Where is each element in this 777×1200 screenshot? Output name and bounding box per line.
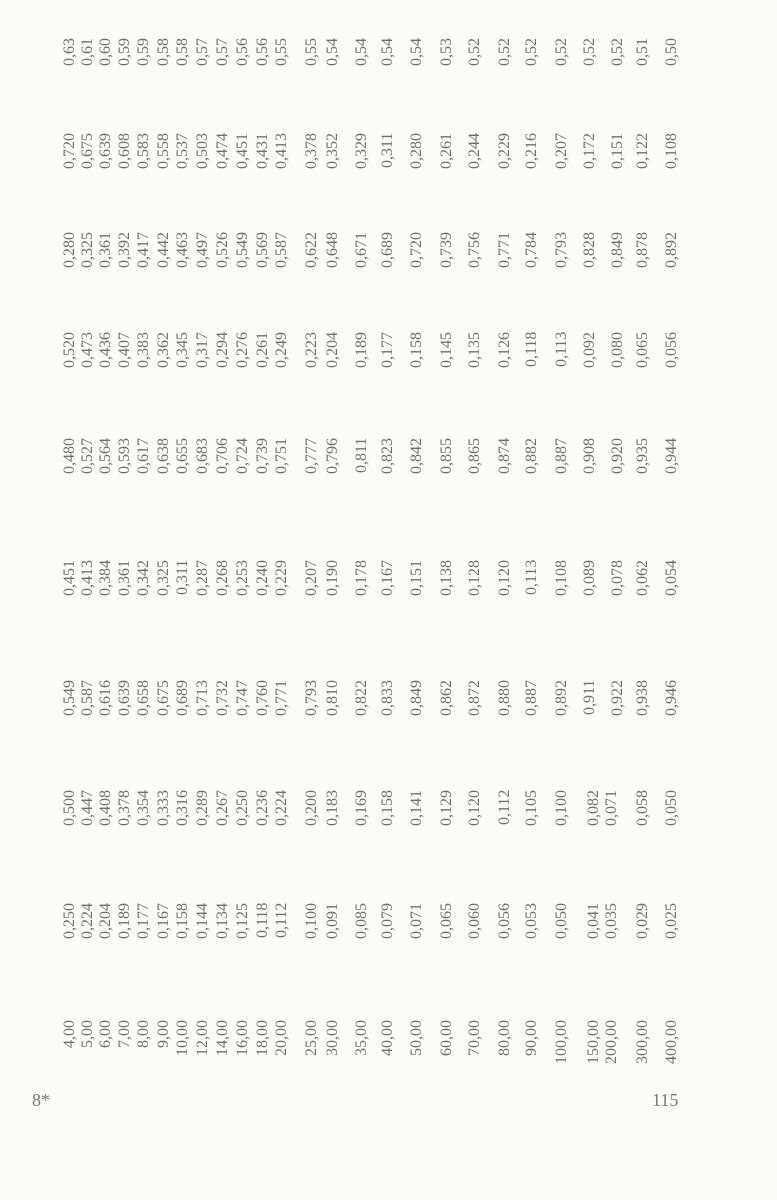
table-value-cell: 0,169	[353, 790, 370, 826]
table-value-cell: 0,675	[155, 680, 172, 716]
table-value-cell: 0,463	[174, 232, 191, 268]
table-value-cell: 0,59	[135, 38, 152, 66]
table-value-cell: 0,520	[61, 332, 78, 368]
table-value-cell: 0,071	[603, 790, 620, 826]
table-value-cell: 0,938	[634, 680, 651, 716]
table-argument-cell: 5,00	[79, 1020, 96, 1048]
table-value-cell: 0,60	[97, 38, 114, 66]
table-value-cell: 0,240	[254, 560, 271, 596]
table-value-cell: 0,280	[408, 133, 425, 169]
table-value-cell: 0,56	[254, 38, 271, 66]
table-value-cell: 0,639	[97, 133, 114, 169]
table-value-cell: 0,407	[116, 332, 133, 368]
table-value-cell: 0,244	[466, 133, 483, 169]
table-value-cell: 0,177	[135, 903, 152, 939]
table-value-cell: 0,796	[324, 438, 341, 474]
table-value-cell: 0,105	[523, 790, 540, 826]
table-value-cell: 0,63	[61, 38, 78, 66]
table-value-cell: 0,091	[324, 903, 341, 939]
table-value-cell: 0,151	[408, 560, 425, 596]
table-value-cell: 0,261	[254, 332, 271, 368]
table-value-cell: 0,158	[408, 332, 425, 368]
table-value-cell: 0,713	[194, 680, 211, 716]
table-value-cell: 0,361	[116, 560, 133, 596]
table-argument-cell: 10,00	[174, 1020, 191, 1056]
table-value-cell: 0,892	[663, 232, 680, 268]
table-value-cell: 0,689	[174, 680, 191, 716]
table-argument-cell: 14,00	[214, 1020, 231, 1056]
table-value-cell: 0,378	[116, 790, 133, 826]
table-value-cell: 0,823	[379, 438, 396, 474]
table-value-cell: 0,537	[174, 133, 191, 169]
table-value-cell: 0,689	[379, 232, 396, 268]
table-value-cell: 0,52	[609, 38, 626, 66]
table-value-cell: 0,617	[135, 438, 152, 474]
table-value-cell: 0,706	[214, 438, 231, 474]
table-value-cell: 0,760	[254, 680, 271, 716]
table-value-cell: 0,129	[438, 790, 455, 826]
table-value-cell: 0,922	[609, 680, 626, 716]
table-value-cell: 0,189	[353, 332, 370, 368]
table-value-cell: 0,178	[353, 560, 370, 596]
table-value-cell: 0,822	[353, 680, 370, 716]
table-value-cell: 0,587	[79, 680, 96, 716]
table-value-cell: 0,060	[466, 903, 483, 939]
table-value-cell: 0,683	[194, 438, 211, 474]
table-value-cell: 0,417	[135, 232, 152, 268]
table-value-cell: 0,436	[97, 332, 114, 368]
table-value-cell: 0,223	[303, 332, 320, 368]
table-value-cell: 0,113	[523, 560, 540, 596]
table-value-cell: 0,050	[663, 790, 680, 826]
table-value-cell: 0,751	[273, 438, 290, 474]
table-value-cell: 0,480	[61, 438, 78, 474]
table-value-cell: 0,558	[155, 133, 172, 169]
table-value-cell: 0,025	[663, 903, 680, 939]
table-value-cell: 0,056	[496, 903, 513, 939]
table-value-cell: 0,53	[438, 38, 455, 66]
table-value-cell: 0,54	[379, 38, 396, 66]
table-value-cell: 0,54	[408, 38, 425, 66]
table-value-cell: 0,100	[303, 903, 320, 939]
table-value-cell: 0,384	[97, 560, 114, 596]
table-value-cell: 0,911	[581, 680, 598, 716]
table-value-cell: 0,058	[634, 790, 651, 826]
table-value-cell: 0,361	[97, 232, 114, 268]
table-value-cell: 0,50	[663, 38, 680, 66]
table-value-cell: 0,078	[609, 560, 626, 596]
table-value-cell: 0,887	[553, 438, 570, 474]
table-argument-cell: 400,00	[663, 1020, 680, 1064]
table-value-cell: 0,944	[663, 438, 680, 474]
table-value-cell: 0,249	[273, 332, 290, 368]
table-argument-cell: 6,00	[97, 1020, 114, 1048]
table-value-cell: 0,724	[234, 438, 251, 474]
table-value-cell: 0,167	[155, 903, 172, 939]
table-value-cell: 0,317	[194, 332, 211, 368]
table-value-cell: 0,413	[79, 560, 96, 596]
table-value-cell: 0,342	[135, 560, 152, 596]
table-value-cell: 0,810	[324, 680, 341, 716]
table-value-cell: 0,608	[116, 133, 133, 169]
table-value-cell: 0,120	[466, 790, 483, 826]
table-value-cell: 0,756	[466, 232, 483, 268]
table-value-cell: 0,616	[97, 680, 114, 716]
table-argument-cell: 16,00	[234, 1020, 251, 1056]
table-value-cell: 0,527	[79, 438, 96, 474]
table-value-cell: 0,158	[379, 790, 396, 826]
table-value-cell: 0,167	[379, 560, 396, 596]
table-value-cell: 0,204	[324, 332, 341, 368]
table-value-cell: 0,431	[254, 133, 271, 169]
table-value-cell: 0,675	[79, 133, 96, 169]
table-value-cell: 0,720	[408, 232, 425, 268]
table-value-cell: 0,118	[523, 332, 540, 368]
table-value-cell: 0,250	[61, 903, 78, 939]
table-value-cell: 0,569	[254, 232, 271, 268]
table-value-cell: 0,189	[116, 903, 133, 939]
table-value-cell: 0,52	[466, 38, 483, 66]
table-value-cell: 0,920	[609, 438, 626, 474]
table-value-cell: 0,229	[496, 133, 513, 169]
table-value-cell: 0,267	[214, 790, 231, 826]
table-value-cell: 0,144	[194, 903, 211, 939]
table-value-cell: 0,878	[634, 232, 651, 268]
table-value-cell: 0,050	[553, 903, 570, 939]
table-argument-cell: 50,00	[408, 1020, 425, 1056]
table-value-cell: 0,52	[523, 38, 540, 66]
table-value-cell: 0,59	[116, 38, 133, 66]
table-value-cell: 0,655	[174, 438, 191, 474]
table-value-cell: 0,549	[234, 232, 251, 268]
table-value-cell: 0,811	[353, 438, 370, 474]
table-value-cell: 0,442	[155, 232, 172, 268]
table-value-cell: 0,141	[408, 790, 425, 826]
table-value-cell: 0,108	[663, 133, 680, 169]
table-value-cell: 0,720	[61, 133, 78, 169]
table-value-cell: 0,777	[303, 438, 320, 474]
table-value-cell: 0,52	[496, 38, 513, 66]
table-value-cell: 0,316	[174, 790, 191, 826]
table-value-cell: 0,473	[79, 332, 96, 368]
table-value-cell: 0,151	[609, 133, 626, 169]
table-value-cell: 0,874	[496, 438, 513, 474]
table-value-cell: 0,207	[303, 560, 320, 596]
table-value-cell: 0,229	[273, 560, 290, 596]
table-value-cell: 0,224	[273, 790, 290, 826]
table-value-cell: 0,413	[273, 133, 290, 169]
table-value-cell: 0,828	[581, 232, 598, 268]
table-value-cell: 0,089	[581, 560, 598, 596]
table-value-cell: 0,842	[408, 438, 425, 474]
table-value-cell: 0,253	[234, 560, 251, 596]
table-value-cell: 0,865	[466, 438, 483, 474]
table-value-cell: 0,082	[585, 790, 602, 826]
table-value-cell: 0,134	[214, 903, 231, 939]
table-value-cell: 0,122	[634, 133, 651, 169]
table-value-cell: 0,52	[581, 38, 598, 66]
table-value-cell: 0,564	[97, 438, 114, 474]
table-value-cell: 0,58	[174, 38, 191, 66]
table-value-cell: 0,311	[174, 560, 191, 596]
table-argument-cell: 300,00	[634, 1020, 651, 1064]
table-value-cell: 0,080	[609, 332, 626, 368]
table-value-cell: 0,658	[135, 680, 152, 716]
table-value-cell: 0,52	[553, 38, 570, 66]
table-argument-cell: 7,00	[116, 1020, 133, 1048]
table-value-cell: 0,100	[553, 790, 570, 826]
table-value-cell: 0,135	[466, 332, 483, 368]
table-value-cell: 0,138	[438, 560, 455, 596]
table-value-cell: 0,276	[234, 332, 251, 368]
table-value-cell: 0,935	[634, 438, 651, 474]
table-value-cell: 0,158	[174, 903, 191, 939]
table-value-cell: 0,739	[438, 232, 455, 268]
table-value-cell: 0,268	[214, 560, 231, 596]
table-value-cell: 0,408	[97, 790, 114, 826]
table-argument-cell: 100,00	[553, 1020, 570, 1064]
table-value-cell: 0,497	[194, 232, 211, 268]
table-value-cell: 0,261	[438, 133, 455, 169]
table-value-cell: 0,392	[116, 232, 133, 268]
table-value-cell: 0,882	[523, 438, 540, 474]
table-value-cell: 0,118	[254, 903, 271, 939]
table-value-cell: 0,329	[353, 133, 370, 169]
table-value-cell: 0,474	[214, 133, 231, 169]
table-value-cell: 0,190	[324, 560, 341, 596]
table-value-cell: 0,500	[61, 790, 78, 826]
table-value-cell: 0,849	[408, 680, 425, 716]
table-value-cell: 0,639	[116, 680, 133, 716]
table-argument-cell: 12,00	[194, 1020, 211, 1056]
table-value-cell: 0,053	[523, 903, 540, 939]
table-value-cell: 0,747	[234, 680, 251, 716]
table-argument-cell: 200,00	[603, 1020, 620, 1064]
table-value-cell: 0,250	[234, 790, 251, 826]
table-value-cell: 0,526	[214, 232, 231, 268]
table-value-cell: 0,112	[496, 790, 513, 826]
page-number: 115	[652, 1090, 679, 1110]
table-value-cell: 0,887	[523, 680, 540, 716]
table-value-cell: 0,108	[553, 560, 570, 596]
table-value-cell: 0,771	[496, 232, 513, 268]
table-value-cell: 0,732	[214, 680, 231, 716]
table-value-cell: 0,892	[553, 680, 570, 716]
table-value-cell: 0,056	[663, 332, 680, 368]
table-value-cell: 0,289	[194, 790, 211, 826]
table-value-cell: 0,035	[603, 903, 620, 939]
table-argument-cell: 18,00	[254, 1020, 271, 1056]
table-value-cell: 0,55	[303, 38, 320, 66]
table-value-cell: 0,029	[634, 903, 651, 939]
table-value-cell: 0,862	[438, 680, 455, 716]
table-argument-cell: 90,00	[523, 1020, 540, 1056]
table-value-cell: 0,55	[273, 38, 290, 66]
table-value-cell: 0,311	[379, 133, 396, 169]
table-value-cell: 0,739	[254, 438, 271, 474]
table-value-cell: 0,325	[155, 560, 172, 596]
table-value-cell: 0,352	[324, 133, 341, 169]
table-value-cell: 0,671	[353, 232, 370, 268]
table-value-cell: 0,593	[116, 438, 133, 474]
table-value-cell: 0,849	[609, 232, 626, 268]
table-value-cell: 0,383	[135, 332, 152, 368]
table-value-cell: 0,183	[324, 790, 341, 826]
table-value-cell: 0,638	[155, 438, 172, 474]
table-value-cell: 0,54	[324, 38, 341, 66]
table-value-cell: 0,908	[581, 438, 598, 474]
table-value-cell: 0,362	[155, 332, 172, 368]
table-argument-cell: 70,00	[466, 1020, 483, 1056]
table-value-cell: 0,125	[234, 903, 251, 939]
table-value-cell: 0,172	[581, 133, 598, 169]
table-value-cell: 0,793	[303, 680, 320, 716]
table-value-cell: 0,062	[634, 560, 651, 596]
table-value-cell: 0,648	[324, 232, 341, 268]
table-value-cell: 0,378	[303, 133, 320, 169]
table-value-cell: 0,61	[79, 38, 96, 66]
table-value-cell: 0,280	[61, 232, 78, 268]
table-value-cell: 0,112	[273, 903, 290, 939]
table-value-cell: 0,126	[496, 332, 513, 368]
table-value-cell: 0,880	[496, 680, 513, 716]
table-value-cell: 0,236	[254, 790, 271, 826]
table-value-cell: 0,177	[379, 332, 396, 368]
table-value-cell: 0,065	[634, 332, 651, 368]
table-value-cell: 0,071	[408, 903, 425, 939]
table-value-cell: 0,085	[353, 903, 370, 939]
table-value-cell: 0,622	[303, 232, 320, 268]
table-value-cell: 0,451	[61, 560, 78, 596]
table-value-cell: 0,128	[466, 560, 483, 596]
table-argument-cell: 40,00	[379, 1020, 396, 1056]
table-value-cell: 0,771	[273, 680, 290, 716]
table-value-cell: 0,092	[581, 332, 598, 368]
table-value-cell: 0,294	[214, 332, 231, 368]
table-value-cell: 0,287	[194, 560, 211, 596]
table-argument-cell: 8,00	[135, 1020, 152, 1048]
table-value-cell: 0,872	[466, 680, 483, 716]
table-value-cell: 0,833	[379, 680, 396, 716]
table-value-cell: 0,57	[214, 38, 231, 66]
table-value-cell: 0,325	[79, 232, 96, 268]
table-value-cell: 0,855	[438, 438, 455, 474]
table-argument-cell: 150,00	[585, 1020, 602, 1064]
table-value-cell: 0,503	[194, 133, 211, 169]
table-argument-cell: 25,00	[303, 1020, 320, 1056]
table-argument-cell: 60,00	[438, 1020, 455, 1056]
table-value-cell: 0,200	[303, 790, 320, 826]
table-value-cell: 0,583	[135, 133, 152, 169]
table-value-cell: 0,333	[155, 790, 172, 826]
table-argument-cell: 30,00	[324, 1020, 341, 1056]
table-value-cell: 0,054	[663, 560, 680, 596]
table-value-cell: 0,041	[585, 903, 602, 939]
table-value-cell: 0,145	[438, 332, 455, 368]
table-value-cell: 0,784	[523, 232, 540, 268]
table-value-cell: 0,451	[234, 133, 251, 169]
table-value-cell: 0,207	[553, 133, 570, 169]
table-value-cell: 0,354	[135, 790, 152, 826]
table-value-cell: 0,065	[438, 903, 455, 939]
table-argument-cell: 4,00	[61, 1020, 78, 1048]
table-value-cell: 0,120	[496, 560, 513, 596]
table-value-cell: 0,113	[553, 332, 570, 368]
table-value-cell: 0,549	[61, 680, 78, 716]
table-value-cell: 0,56	[234, 38, 251, 66]
table-value-cell: 0,946	[663, 680, 680, 716]
signature-mark: 8*	[32, 1090, 50, 1110]
table-value-cell: 0,079	[379, 903, 396, 939]
table-argument-cell: 20,00	[273, 1020, 290, 1056]
table-argument-cell: 9,00	[155, 1020, 172, 1048]
table-value-cell: 0,447	[79, 790, 96, 826]
table-value-cell: 0,587	[273, 232, 290, 268]
table-value-cell: 0,216	[523, 133, 540, 169]
table-argument-cell: 80,00	[496, 1020, 513, 1056]
table-value-cell: 0,793	[553, 232, 570, 268]
table-argument-cell: 35,00	[353, 1020, 370, 1056]
table-value-cell: 0,204	[97, 903, 114, 939]
table-value-cell: 0,58	[155, 38, 172, 66]
table-value-cell: 0,51	[634, 38, 651, 66]
table-value-cell: 0,57	[194, 38, 211, 66]
table-value-cell: 0,224	[79, 903, 96, 939]
table-value-cell: 0,345	[174, 332, 191, 368]
table-value-cell: 0,54	[353, 38, 370, 66]
